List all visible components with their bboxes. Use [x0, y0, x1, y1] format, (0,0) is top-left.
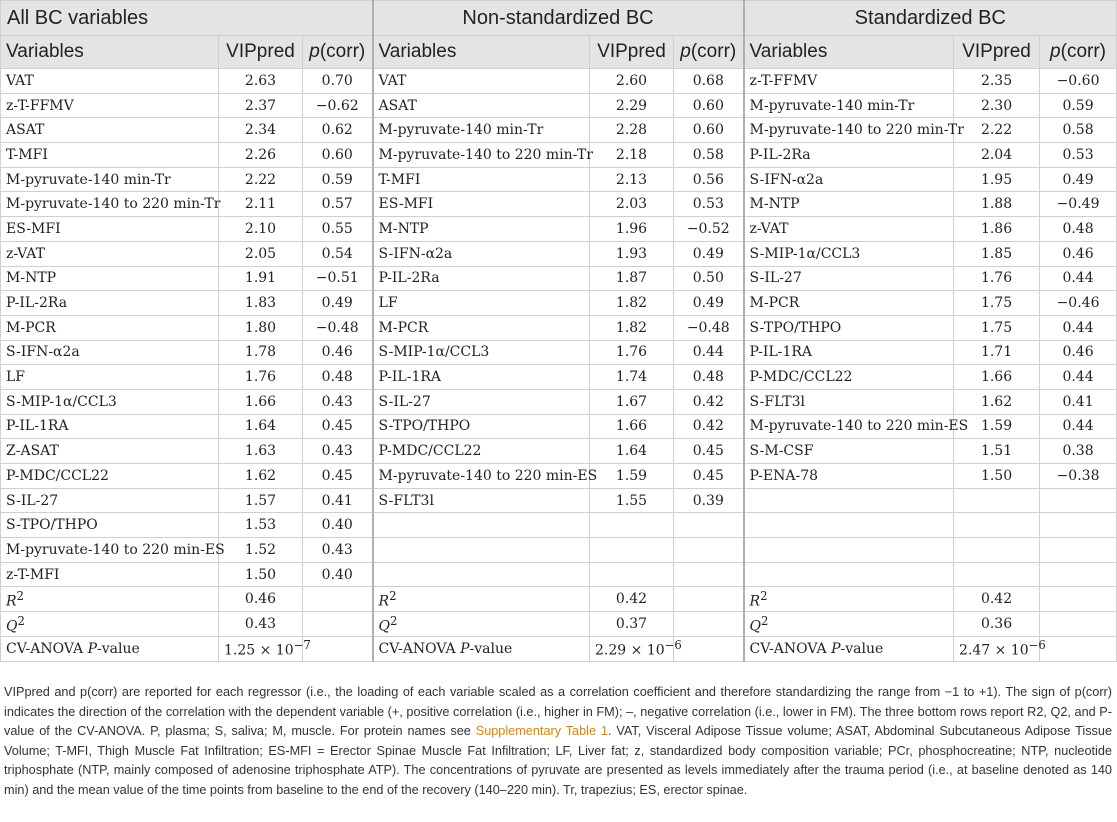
variable-cell: ES-MFI [1, 217, 219, 242]
table-row [1, 340, 1117, 365]
vippred-cell: 1.93 [590, 241, 674, 266]
table-row [1, 118, 1117, 143]
vippred-cell: 2.11 [219, 192, 303, 217]
pcorr-cell: 0.44 [1040, 266, 1117, 291]
col-pcorr: p(corr) [1040, 36, 1117, 69]
col-pcorr: p(corr) [674, 36, 744, 69]
pcorr-cell: 0.58 [1040, 118, 1117, 143]
variable-cell: P-IL-2Ra [1, 291, 219, 316]
vippred-cell: 2.04 [954, 143, 1040, 168]
variable-cell: S-MIP-1α/CCL3 [744, 241, 954, 266]
vippred-cell: 1.59 [954, 414, 1040, 439]
variable-cell: P-MDC/CCL22 [373, 439, 590, 464]
pcorr-cell: 0.46 [1040, 340, 1117, 365]
vippred-cell: 2.10 [219, 217, 303, 242]
table-row [1, 266, 1117, 291]
variable-cell: P-ENA-78 [744, 464, 954, 489]
col-variables: Variables [744, 36, 954, 69]
pcorr-cell: 0.54 [303, 241, 373, 266]
variable-cell: VAT [1, 69, 219, 94]
r2-label: $R^2$ [744, 587, 954, 612]
vippred-cell: 1.88 [954, 192, 1040, 217]
variable-cell: T-MFI [1, 143, 219, 168]
variable-cell: z-T-FFMV [1, 93, 219, 118]
variable-cell [373, 513, 590, 538]
variable-cell: M-pyruvate-140 to 220 min-ES [744, 414, 954, 439]
pcorr-cell: 0.38 [1040, 439, 1117, 464]
variable-cell: P-IL-1RA [1, 414, 219, 439]
pcorr-cell: −0.48 [674, 315, 744, 340]
variable-cell: ASAT [1, 118, 219, 143]
variable-cell: LF [373, 291, 590, 316]
q2-label: $Q^2$ [744, 612, 954, 637]
pcorr-cell: 0.46 [303, 340, 373, 365]
vippred-cell: 1.64 [219, 414, 303, 439]
vippred-cell: 1.83 [219, 291, 303, 316]
variable-cell: S-TPO/THPO [744, 315, 954, 340]
r2-value: 0.46 [219, 587, 303, 612]
variable-cell: M-PCR [744, 291, 954, 316]
pcorr-cell: 0.48 [1040, 217, 1117, 242]
table-row [1, 143, 1117, 168]
variable-cell [373, 538, 590, 563]
pcorr-cell: 0.43 [303, 538, 373, 563]
variable-cell: z-VAT [1, 241, 219, 266]
table-row [1, 93, 1117, 118]
vippred-cell: 2.13 [590, 167, 674, 192]
vippred-cell: 2.28 [590, 118, 674, 143]
vippred-cell: 1.63 [219, 439, 303, 464]
pcorr-cell: 0.62 [303, 118, 373, 143]
vippred-cell: 1.67 [590, 389, 674, 414]
variable-cell: S-IL-27 [744, 266, 954, 291]
pcorr-cell: 0.43 [303, 389, 373, 414]
variable-cell: ES-MFI [373, 192, 590, 217]
table-row [1, 217, 1117, 242]
variable-cell: M-NTP [373, 217, 590, 242]
pcorr-cell: 0.45 [303, 414, 373, 439]
variable-cell: M-PCR [373, 315, 590, 340]
cv-anova-label: CV-ANOVA P-value [1, 636, 219, 661]
pcorr-cell: 0.40 [303, 513, 373, 538]
variable-cell: S-M-CSF [744, 439, 954, 464]
vippred-cell: 1.85 [954, 241, 1040, 266]
cv-anova-label: CV-ANOVA P-value [744, 636, 954, 661]
vippred-cell: 1.66 [954, 365, 1040, 390]
vippred-cell: 2.63 [219, 69, 303, 94]
vippred-cell: 1.59 [590, 464, 674, 489]
pcorr-cell: 0.55 [303, 217, 373, 242]
variable-cell: S-IFN-α2a [1, 340, 219, 365]
vippred-cell: 1.96 [590, 217, 674, 242]
table-footnote: VIPpred and p(corr) are reported for each regressor (i.e., the loading of each variable scaled as a correlation coefficient and therefore standardizing the range from −1 to +1). The sign of p(corr) indicates the direction of the correlation with the dependent variable (+, positive correlation (i.e., higher in FM); –, negative correlation (i.e., lower in FM). The three bottom rows report R2, Q2, and P-value of the CV-ANOVA. P, plasma; S, saliva; M, muscle. For protein names see Supplementary Table 1. VAT, Visceral Adipose Tissue volume; ASAT, Abdominal Subcutaneous Adipose Tissue Volume; T-MFI, Thigh Muscle Fat Infiltration; ES-MFI = Erector Spinae Muscle Fat Infiltration; LF, Liver fat; z, standardized body composition variable; PCr, phosphocreatine; NTP, nucleotide triphosphate (NTP, mainly composed of adenosine triphosphate ATP). The concentrations of pyruvate are presented as levels immediately after the trauma period (i.e., at baseline denoted as 140 min) and the mean value of the time points from baseline to the end of the recovery (140–220 min). Tr, trapezius; ES, erector spinae. [4, 685, 1113, 797]
pcorr-cell: 0.45 [674, 439, 744, 464]
cv-anova-value: $2.47 \times 10^{-6}$ [954, 636, 1040, 661]
table-row [1, 192, 1117, 217]
col-vippred: VIPpred [219, 36, 303, 69]
group-non-standardized-bc: Non-standardized BC [373, 1, 744, 36]
r2-label: $R^2$ [1, 587, 219, 612]
variable-cell: P-IL-2Ra [744, 143, 954, 168]
pcorr-cell: 0.46 [1040, 241, 1117, 266]
table-row [1, 538, 1117, 563]
vippred-cell: 2.34 [219, 118, 303, 143]
vippred-cell: 1.62 [954, 389, 1040, 414]
vippred-cell: 2.22 [219, 167, 303, 192]
variable-cell: M-pyruvate-140 to 220 min-Tr [1, 192, 219, 217]
pcorr-cell: 0.41 [1040, 389, 1117, 414]
pcorr-cell [1040, 538, 1117, 563]
cv-anova-value: $2.29 \times 10^{-6}$ [590, 636, 674, 661]
pcorr-cell [1040, 488, 1117, 513]
pcorr-cell: 0.60 [674, 118, 744, 143]
vippred-cell: 2.22 [954, 118, 1040, 143]
variable-cell: P-MDC/CCL22 [744, 365, 954, 390]
variable-cell: P-IL-1RA [744, 340, 954, 365]
pcorr-cell: 0.49 [674, 241, 744, 266]
r2-value: 0.42 [954, 587, 1040, 612]
variable-cell: S-TPO/THPO [373, 414, 590, 439]
q2-row [1, 612, 1117, 637]
vippred-cell: 1.53 [219, 513, 303, 538]
vippred-cell: 1.82 [590, 291, 674, 316]
vippred-cell: 1.76 [590, 340, 674, 365]
table-row [1, 414, 1117, 439]
variable-cell: M-PCR [1, 315, 219, 340]
pcorr-cell: −0.48 [303, 315, 373, 340]
variable-cell [744, 562, 954, 587]
col-vippred: VIPpred [590, 36, 674, 69]
variable-cell: P-MDC/CCL22 [1, 464, 219, 489]
column-header-row [1, 36, 1117, 69]
vippred-cell: 1.64 [590, 439, 674, 464]
variable-cell: M-pyruvate-140 to 220 min-ES [1, 538, 219, 563]
variable-cell: S-MIP-1α/CCL3 [1, 389, 219, 414]
vippred-cell: 1.86 [954, 217, 1040, 242]
pcorr-cell: 0.44 [1040, 315, 1117, 340]
supplementary-table-link[interactable]: Supplementary Table 1 [475, 724, 608, 739]
vippred-cell: 1.52 [219, 538, 303, 563]
pcorr-cell: 0.44 [1040, 414, 1117, 439]
col-vippred: VIPpred [954, 36, 1040, 69]
vippred-cell [590, 513, 674, 538]
pcorr-cell: 0.39 [674, 488, 744, 513]
vippred-cell: 1.75 [954, 315, 1040, 340]
table-body [1, 69, 1117, 587]
table-row [1, 488, 1117, 513]
variable-cell [744, 488, 954, 513]
vippred-cell: 1.66 [219, 389, 303, 414]
variable-cell: S-TPO/THPO [1, 513, 219, 538]
pcorr-cell: −0.46 [1040, 291, 1117, 316]
pcorr-cell: 0.68 [674, 69, 744, 94]
pcorr-cell: 0.60 [303, 143, 373, 168]
table-row [1, 365, 1117, 390]
table-row [1, 513, 1117, 538]
pcorr-cell: −0.62 [303, 93, 373, 118]
variable-cell: S-IL-27 [373, 389, 590, 414]
variable-cell: S-IFN-α2a [744, 167, 954, 192]
pcorr-cell: 0.48 [303, 365, 373, 390]
vippred-cell: 1.66 [590, 414, 674, 439]
col-variables: Variables [1, 36, 219, 69]
variable-cell: S-IL-27 [1, 488, 219, 513]
pcorr-cell: −0.52 [674, 217, 744, 242]
pcorr-cell: 0.70 [303, 69, 373, 94]
q2-label: $Q^2$ [1, 612, 219, 637]
vippred-cell: 2.30 [954, 93, 1040, 118]
vippred-cell: 2.29 [590, 93, 674, 118]
variable-cell: z-T-MFI [1, 562, 219, 587]
vippred-cell: 1.51 [954, 439, 1040, 464]
pcorr-cell: 0.45 [674, 464, 744, 489]
vippred-cell: 1.95 [954, 167, 1040, 192]
col-variables: Variables [373, 36, 590, 69]
variable-cell: T-MFI [373, 167, 590, 192]
pcorr-cell: 0.43 [303, 439, 373, 464]
pcorr-cell: 0.53 [1040, 143, 1117, 168]
pcorr-cell: 0.49 [674, 291, 744, 316]
variable-cell [373, 562, 590, 587]
vippred-cell: 1.62 [219, 464, 303, 489]
vippred-cell: 1.87 [590, 266, 674, 291]
pcorr-cell: 0.44 [1040, 365, 1117, 390]
table-row [1, 241, 1117, 266]
vippred-cell [954, 562, 1040, 587]
pcorr-cell [1040, 562, 1117, 587]
pcorr-cell: 0.50 [674, 266, 744, 291]
vippred-cell: 2.60 [590, 69, 674, 94]
variable-cell: z-VAT [744, 217, 954, 242]
pcorr-cell: 0.53 [674, 192, 744, 217]
variable-cell: Z-ASAT [1, 439, 219, 464]
variable-cell [744, 538, 954, 563]
cv-anova-row [1, 636, 1117, 661]
vippred-cell: 1.50 [954, 464, 1040, 489]
pcorr-cell: 0.60 [674, 93, 744, 118]
q2-value: 0.36 [954, 612, 1040, 637]
pcorr-cell: 0.44 [674, 340, 744, 365]
variable-cell: LF [1, 365, 219, 390]
cv-anova-value: $1.25 \times 10^{-7}$ [219, 636, 303, 661]
variable-cell: M-NTP [1, 266, 219, 291]
variable-cell: z-T-FFMV [744, 69, 954, 94]
group-header-row [1, 1, 1117, 36]
vippred-cell: 1.74 [590, 365, 674, 390]
vippred-cell: 2.37 [219, 93, 303, 118]
vippred-cell: 1.82 [590, 315, 674, 340]
variable-cell: M-pyruvate-140 to 220 min-ES [373, 464, 590, 489]
q2-value: 0.43 [219, 612, 303, 637]
pcorr-cell [1040, 513, 1117, 538]
vippred-cell: 1.55 [590, 488, 674, 513]
vippred-cell [590, 538, 674, 563]
variable-cell [744, 513, 954, 538]
pcorr-cell: −0.51 [303, 266, 373, 291]
vippred-cell: 1.80 [219, 315, 303, 340]
q2-value: 0.37 [590, 612, 674, 637]
pcorr-cell: 0.59 [1040, 93, 1117, 118]
pcorr-cell: 0.42 [674, 414, 744, 439]
pcorr-cell [674, 513, 744, 538]
variable-cell: M-pyruvate-140 min-Tr [1, 167, 219, 192]
variable-cell: P-IL-2Ra [373, 266, 590, 291]
pcorr-cell: 0.59 [303, 167, 373, 192]
pcorr-cell: 0.49 [303, 291, 373, 316]
vippred-cell [590, 562, 674, 587]
variable-cell: M-pyruvate-140 to 220 min-Tr [373, 143, 590, 168]
variable-cell: M-pyruvate-140 min-Tr [373, 118, 590, 143]
variable-cell: P-IL-1RA [373, 365, 590, 390]
vippred-cell: 2.05 [219, 241, 303, 266]
pcorr-cell [674, 562, 744, 587]
pcorr-cell: 0.58 [674, 143, 744, 168]
group-standardized-bc: Standardized BC [744, 1, 1117, 36]
vippred-cell: 1.75 [954, 291, 1040, 316]
pcorr-cell: 0.41 [303, 488, 373, 513]
pcorr-cell [674, 538, 744, 563]
vippred-cell: 1.91 [219, 266, 303, 291]
q2-label: $Q^2$ [373, 612, 590, 637]
col-pcorr: p(corr) [303, 36, 373, 69]
table-row [1, 464, 1117, 489]
r2-value: 0.42 [590, 587, 674, 612]
r2-row [1, 587, 1117, 612]
pcorr-cell: −0.60 [1040, 69, 1117, 94]
vippred-cell: 1.71 [954, 340, 1040, 365]
vippred-cell: 1.76 [219, 365, 303, 390]
vippred-cell: 2.18 [590, 143, 674, 168]
table-row [1, 167, 1117, 192]
variable-cell: S-IFN-α2a [373, 241, 590, 266]
table-row [1, 389, 1117, 414]
vippred-cell: 1.57 [219, 488, 303, 513]
table-row [1, 562, 1117, 587]
variable-cell: M-NTP [744, 192, 954, 217]
vippred-cell: 1.78 [219, 340, 303, 365]
variable-cell: S-MIP-1α/CCL3 [373, 340, 590, 365]
pcorr-cell: −0.49 [1040, 192, 1117, 217]
vippred-cell [954, 513, 1040, 538]
table-row [1, 315, 1117, 340]
pcorr-cell: 0.49 [1040, 167, 1117, 192]
variable-cell: M-pyruvate-140 to 220 min-Tr [744, 118, 954, 143]
table-row [1, 69, 1117, 94]
table-row [1, 291, 1117, 316]
r2-label: $R^2$ [373, 587, 590, 612]
variable-cell: M-pyruvate-140 min-Tr [744, 93, 954, 118]
pcorr-cell: 0.57 [303, 192, 373, 217]
vippred-cell: 2.03 [590, 192, 674, 217]
pcorr-cell: 0.56 [674, 167, 744, 192]
variable-cell: VAT [373, 69, 590, 94]
variable-cell: S-FLT3l [744, 389, 954, 414]
pcorr-cell: 0.48 [674, 365, 744, 390]
cv-anova-label: CV-ANOVA P-value [373, 636, 590, 661]
pcorr-cell: 0.42 [674, 389, 744, 414]
table-row [1, 439, 1117, 464]
vippred-cell: 1.50 [219, 562, 303, 587]
pcorr-cell: 0.45 [303, 464, 373, 489]
variable-cell: S-FLT3l [373, 488, 590, 513]
vippred-cell [954, 488, 1040, 513]
vippred-cell: 2.35 [954, 69, 1040, 94]
vippred-cell: 2.26 [219, 143, 303, 168]
pcorr-cell: −0.38 [1040, 464, 1117, 489]
group-all-bc: All BC variables [1, 1, 373, 36]
vippred-cell [954, 538, 1040, 563]
pcorr-cell: 0.40 [303, 562, 373, 587]
vippred-cell: 1.76 [954, 266, 1040, 291]
variable-cell: ASAT [373, 93, 590, 118]
